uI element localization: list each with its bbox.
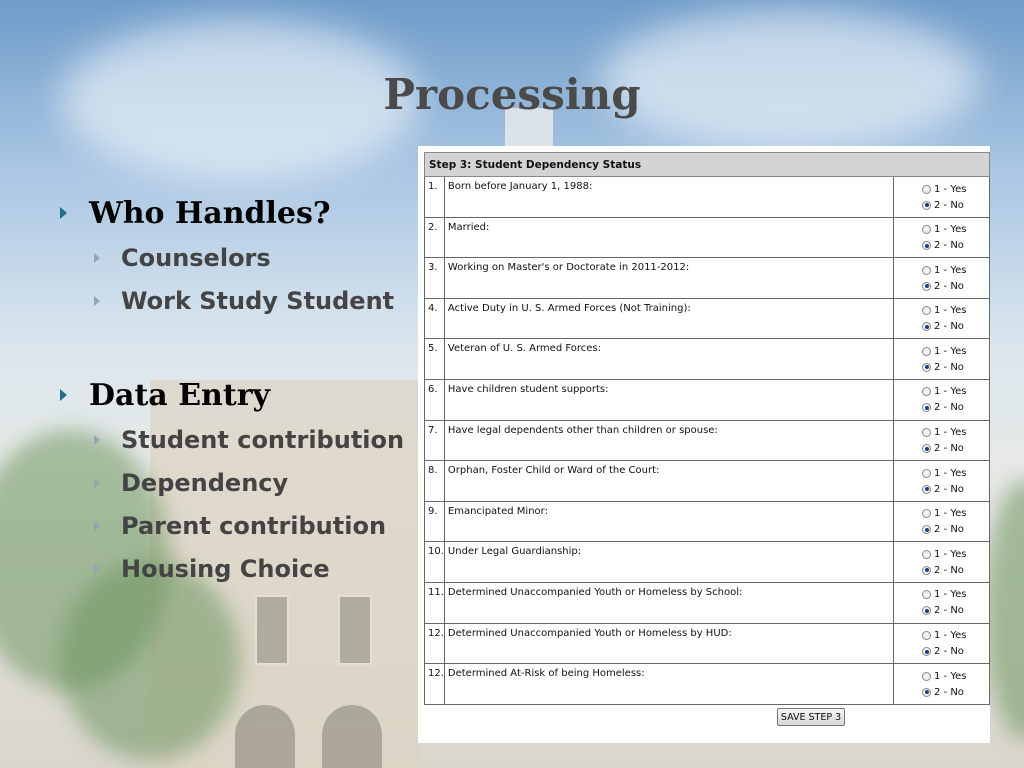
question-options (894, 339, 990, 380)
question-row (425, 664, 990, 705)
option-label: 2 - No (934, 280, 964, 292)
question-options (894, 542, 990, 583)
question-row (425, 379, 990, 420)
radio-yes[interactable] (922, 509, 931, 518)
question-text: Orphan, Foster Child or Ward of the Court: (444, 461, 893, 502)
question-number: 7. (425, 420, 445, 461)
radio-yes[interactable] (922, 631, 931, 640)
bullet-arrow-icon (60, 207, 67, 219)
option-yes (922, 303, 989, 319)
question-options (894, 664, 990, 705)
option-label: 1 - Yes (934, 305, 967, 317)
bullet-data-entry (60, 372, 404, 418)
option-no (922, 197, 989, 213)
radio-no[interactable] (922, 241, 931, 250)
option-yes (922, 181, 989, 197)
question-text: Active Duty in U. S. Armed Forces (Not Training): (444, 298, 893, 339)
question-row (425, 501, 990, 542)
option-label: 2 - No (934, 443, 964, 455)
slide-title: Processing (383, 70, 641, 119)
option-label: 2 - No (934, 321, 964, 333)
question-text: Under Legal Guardianship: (444, 542, 893, 583)
sub-bullet-label: Parent contribution (121, 511, 387, 540)
dependency-form-screenshot (418, 146, 990, 743)
question-text: Born before January 1, 1988: (444, 177, 893, 218)
question-text: Emancipated Minor: (444, 501, 893, 542)
question-row (425, 542, 990, 583)
sub-bullet-label: Dependency (121, 468, 289, 497)
option-no (922, 481, 989, 497)
option-yes (922, 343, 989, 359)
question-row (425, 217, 990, 258)
question-options (894, 177, 990, 218)
option-label: 1 - Yes (934, 427, 967, 439)
question-options (894, 420, 990, 461)
bullet-label: Who Handles? (89, 195, 331, 231)
radio-yes[interactable] (922, 428, 931, 437)
sub-bullet (60, 504, 404, 547)
radio-no[interactable] (922, 606, 931, 615)
bullet-label: Data Entry (89, 377, 270, 413)
option-yes (922, 506, 989, 522)
option-label: 1 - Yes (934, 386, 967, 398)
option-yes (922, 425, 989, 441)
dependency-form-table (424, 152, 990, 705)
question-number: 11. (425, 582, 445, 623)
question-text: Have children student supports: (444, 379, 893, 420)
question-options (894, 379, 990, 420)
question-number: 1. (425, 177, 445, 218)
option-yes (922, 628, 989, 644)
question-options (894, 582, 990, 623)
option-no (922, 359, 989, 375)
radio-no[interactable] (922, 403, 931, 412)
option-label: 2 - No (934, 686, 964, 698)
sub-bullet-arrow-icon (94, 435, 100, 445)
question-number: 3. (425, 258, 445, 299)
option-label: 2 - No (934, 646, 964, 658)
radio-no[interactable] (922, 282, 931, 291)
option-no (922, 603, 989, 619)
radio-yes[interactable] (922, 469, 931, 478)
question-row (425, 258, 990, 299)
option-yes (922, 222, 989, 238)
question-options (894, 623, 990, 664)
question-number: 5. (425, 339, 445, 380)
question-number: 12. (425, 664, 445, 705)
question-row (425, 298, 990, 339)
radio-no[interactable] (922, 322, 931, 331)
option-yes (922, 587, 989, 603)
question-row (425, 420, 990, 461)
option-label: 1 - Yes (934, 467, 967, 479)
option-no (922, 319, 989, 335)
sub-bullet (60, 547, 404, 590)
question-text: Determined Unaccompanied Youth or Homeless by HUD: (444, 623, 893, 664)
option-no (922, 238, 989, 254)
option-yes (922, 668, 989, 684)
option-no (922, 522, 989, 538)
sub-bullet-arrow-icon (94, 478, 100, 488)
question-options (894, 258, 990, 299)
option-label: 2 - No (934, 564, 964, 576)
option-no (922, 684, 989, 700)
question-number: 12. (425, 623, 445, 664)
question-text: Determined Unaccompanied Youth or Homeless by School: (444, 582, 893, 623)
radio-no[interactable] (922, 688, 931, 697)
option-no (922, 644, 989, 660)
sub-bullet (60, 279, 404, 322)
form-header: Step 3: Student Dependency Status (425, 153, 990, 177)
sub-bullet-label: Counselors (121, 243, 271, 272)
radio-yes[interactable] (922, 347, 931, 356)
option-label: 1 - Yes (934, 548, 967, 560)
option-label: 2 - No (934, 605, 964, 617)
option-label: 1 - Yes (934, 670, 967, 682)
save-step-button[interactable]: SAVE STEP 3 (777, 708, 845, 726)
radio-yes[interactable] (922, 225, 931, 234)
option-no (922, 278, 989, 294)
radio-no[interactable] (922, 566, 931, 575)
radio-yes[interactable] (922, 672, 931, 681)
option-yes (922, 465, 989, 481)
question-text: Working on Master's or Doctorate in 2011-2012: (444, 258, 893, 299)
sub-bullet-label: Housing Choice (121, 554, 330, 583)
bullet-list (60, 190, 404, 590)
sub-bullet-arrow-icon (94, 564, 100, 574)
sub-bullet-arrow-icon (94, 521, 100, 531)
question-options (894, 298, 990, 339)
option-yes (922, 546, 989, 562)
bullet-who-handles (60, 190, 404, 236)
option-label: 1 - Yes (934, 630, 967, 642)
question-number: 8. (425, 461, 445, 502)
question-text: Veteran of U. S. Armed Forces: (444, 339, 893, 380)
sub-bullet (60, 418, 404, 461)
sub-bullet (60, 236, 404, 279)
question-options (894, 501, 990, 542)
question-row (425, 461, 990, 502)
option-label: 1 - Yes (934, 345, 967, 357)
radio-no[interactable] (922, 647, 931, 656)
question-number: 6. (425, 379, 445, 420)
radio-no[interactable] (922, 444, 931, 453)
bullet-arrow-icon (60, 389, 67, 401)
question-options (894, 461, 990, 502)
radio-yes[interactable] (922, 185, 931, 194)
option-label: 2 - No (934, 240, 964, 252)
option-no (922, 562, 989, 578)
question-text: Determined At-Risk of being Homeless: (444, 664, 893, 705)
question-number: 10. (425, 542, 445, 583)
sub-bullet (60, 461, 404, 504)
radio-yes[interactable] (922, 306, 931, 315)
option-label: 2 - No (934, 402, 964, 414)
question-text: Married: (444, 217, 893, 258)
question-row (425, 582, 990, 623)
option-label: 2 - No (934, 199, 964, 211)
question-row (425, 177, 990, 218)
option-yes (922, 384, 989, 400)
option-label: 1 - Yes (934, 183, 967, 195)
option-label: 2 - No (934, 524, 964, 536)
radio-yes[interactable] (922, 590, 931, 599)
radio-yes[interactable] (922, 266, 931, 275)
option-label: 2 - No (934, 483, 964, 495)
option-no (922, 441, 989, 457)
sub-bullet-arrow-icon (94, 296, 100, 306)
radio-yes[interactable] (922, 550, 931, 559)
radio-yes[interactable] (922, 387, 931, 396)
sub-bullet-arrow-icon (94, 253, 100, 263)
sub-bullet-label: Student contribution (121, 425, 405, 454)
option-yes (922, 262, 989, 278)
form-header-row (425, 153, 990, 177)
radio-no[interactable] (922, 525, 931, 534)
option-no (922, 400, 989, 416)
question-row (425, 339, 990, 380)
radio-no[interactable] (922, 201, 931, 210)
sub-bullet-label: Work Study Student (121, 286, 395, 315)
radio-no[interactable] (922, 485, 931, 494)
question-row (425, 623, 990, 664)
question-text: Have legal dependents other than children or spouse: (444, 420, 893, 461)
option-label: 1 - Yes (934, 224, 967, 236)
question-number: 9. (425, 501, 445, 542)
question-options (894, 217, 990, 258)
option-label: 1 - Yes (934, 264, 967, 276)
option-label: 1 - Yes (934, 508, 967, 520)
question-number: 4. (425, 298, 445, 339)
option-label: 2 - No (934, 361, 964, 373)
question-number: 2. (425, 217, 445, 258)
option-label: 1 - Yes (934, 589, 967, 601)
radio-no[interactable] (922, 363, 931, 372)
